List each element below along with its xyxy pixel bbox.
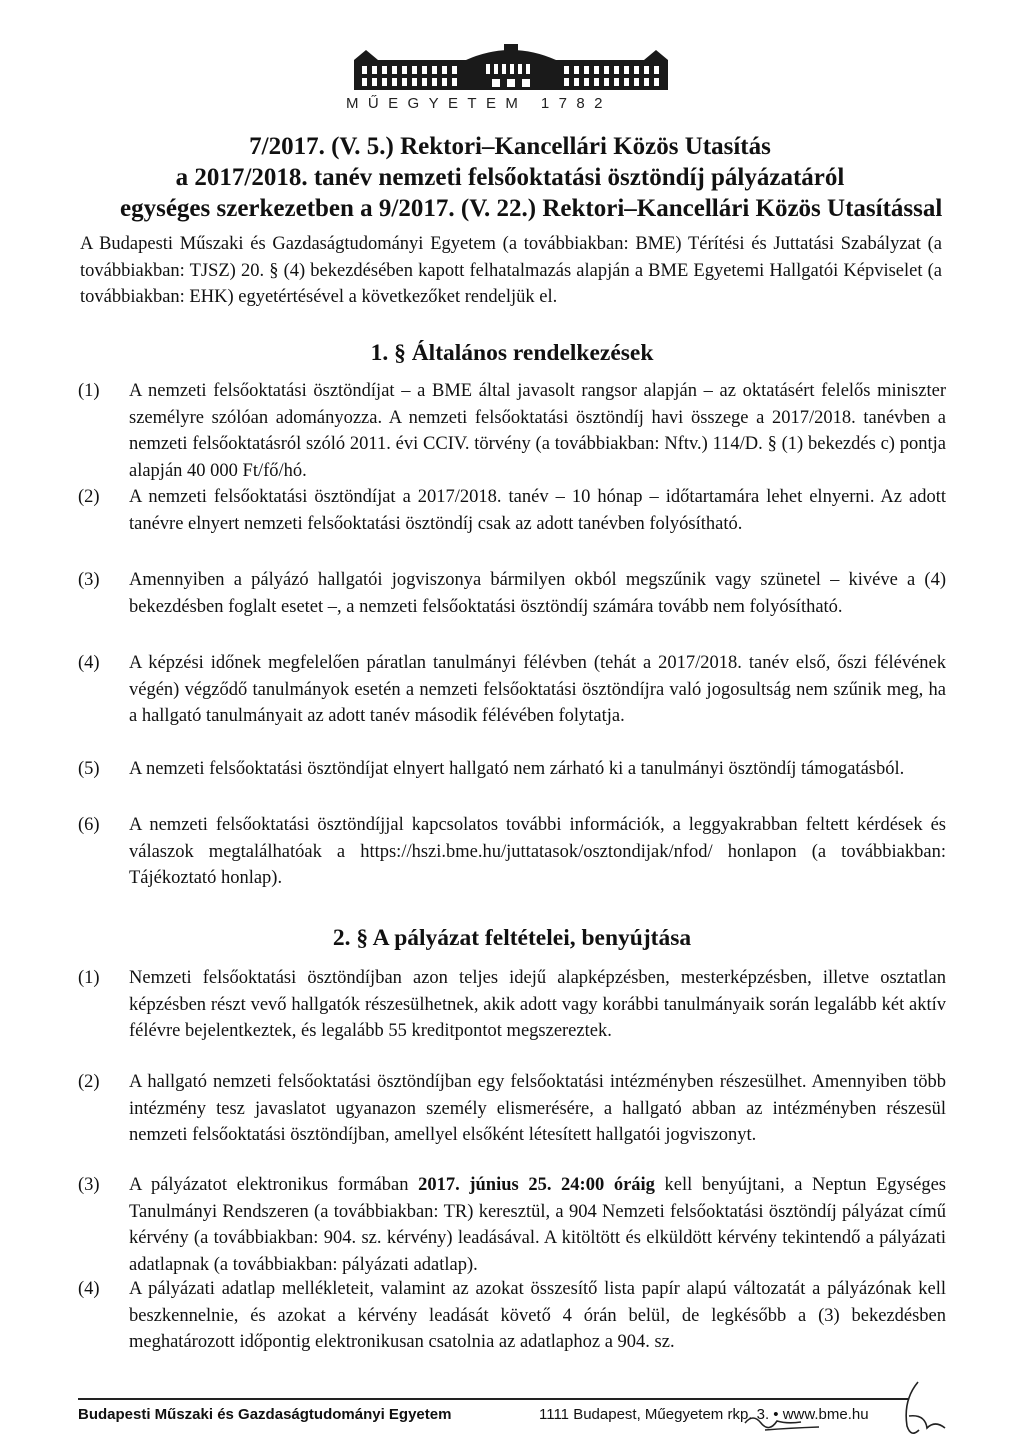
paragraph-number: (6) bbox=[78, 815, 100, 835]
building-emblem-icon bbox=[346, 44, 676, 94]
paragraph-text-pre: A pályázatot elektronikus formában bbox=[129, 1175, 419, 1195]
paragraph-number: (5) bbox=[78, 759, 100, 779]
paragraph-text: A nemzeti felsőoktatási ösztöndíjat a 2017/2018. tanév – 10 hónap – időtartamára lehet elnyerni. Az adott tanévre elnyert nemzeti felsőoktatási ösztöndíj csak az adott tanévben folyósítható. bbox=[129, 487, 946, 534]
paragraph-text: Amennyiben a pályázó hallgatói jogviszonya bármilyen okból megszűnik vagy szünetel – kivéve a (4) bekezdésben foglalt esetet –, a nemzeti felsőoktatási ösztöndíj számára tovább nem folyósítható. bbox=[129, 570, 946, 617]
paragraph-number: (3) bbox=[78, 1175, 100, 1195]
paragraph-text: A nemzeti felsőoktatási ösztöndíjjal kapcsolatos további információk, a leggyakrabban feltett kérdések és válaszok megtalálhatóak a https://hszi.bme.hu/juttatasok/osztondijak/nfod/ honlapon (a továbbiakban: Tájékoztató honlap). bbox=[129, 815, 946, 888]
section-2-paragraph-1 bbox=[78, 965, 946, 1045]
paragraph-number: (3) bbox=[78, 570, 100, 590]
paragraph-text-post: kell benyújtani, a Neptun Egységes Tanulmányi Rendszeren (a továbbiakban: TR) keresztül, a 904 Nemzeti felsőoktatási ösztöndíj pályázat című kérvény (a továbbiakban: 904. sz. kérvény) leadásával. A kitöltött és elküldött kérvény tekintendő a pályázati adatlapnak (a továbbiakban: pályázati adatlap). bbox=[129, 1175, 946, 1275]
section-2-title: 2. § A pályázat feltételei, benyújtása bbox=[332, 925, 692, 951]
title-line-3: egységes szerkezetben a 9/2017. (V. 22.) Rektori–Kancellári Közös Utasítással bbox=[120, 195, 943, 222]
deadline-text: 2017. június 25. 24:00 óráig bbox=[418, 1175, 655, 1195]
paragraph-text: A nemzeti felsőoktatási ösztöndíjat – a BME által javasolt rangsor alapján – az oktatásért felelős miniszter személyre szólóan adományozza. A nemzeti felsőoktatási ösztöndíj havi összege a 2017/2018. tanévben a nemzeti felsőoktatásról szóló 2011. évi CCIV. törvény (a továbbiakban: Nftv.) 114/D. § (1) bekezdés c) pontja alapján 40 000 Ft/fő/hó. bbox=[129, 381, 946, 481]
logo-text: MŰEGYETEM 1782 bbox=[346, 95, 612, 112]
section-1-paragraph-4 bbox=[78, 650, 946, 730]
section-1-paragraph-2 bbox=[78, 484, 946, 537]
paragraph-number: (4) bbox=[78, 1279, 100, 1299]
paragraph-text bbox=[129, 1172, 946, 1278]
section-1-paragraph-5 bbox=[78, 756, 946, 783]
paragraph-number: (4) bbox=[78, 653, 100, 673]
university-logo bbox=[346, 44, 676, 116]
paragraph-number: (2) bbox=[78, 1072, 100, 1092]
section-1-paragraph-3 bbox=[78, 567, 946, 620]
paragraph-text: A képzési időnek megfelelően páratlan tanulmányi félévben (tehát a 2017/2018. tanév első, őszi félévének végén) végződő tanulmányok esetén a nemzeti felsőoktatási ösztöndíjra való jogosultság nem szűnik meg, ha a hallgató tanulmányait az adott tanév második félévében folytatja. bbox=[129, 653, 946, 726]
page-footer bbox=[78, 1406, 908, 1430]
paragraph-number: (1) bbox=[78, 381, 100, 401]
intro-paragraph: A Budapesti Műszaki és Gazdaságtudományi Egyetem (a továbbiakban: BME) Térítési és Juttatási Szabályzat (a továbbiakban: TJSZ) 20. § (4) bekezdésében kapott felhatalmazás alapján a BME Egyetemi Hallgatói Képviselet (a továbbiakban: EHK) egyetértésével a következőket rendeljük el. bbox=[80, 234, 942, 307]
paragraph-number: (2) bbox=[78, 487, 100, 507]
footer-rule bbox=[78, 1398, 908, 1400]
paragraph-text: A hallgató nemzeti felsőoktatási ösztöndíjban egy felsőoktatási intézményben részesülhet. Amennyiben több intézmény tesz javaslatot ugyanazon személy elismerésére, a hallgató abban az intézményben részesül nemzeti felsőoktatási ösztöndíjban, amellyel elsőként létesített hallgatói jogviszonyt. bbox=[129, 1072, 946, 1145]
section-1-title: 1. § Általános rendelkezések bbox=[370, 340, 654, 366]
section-2-paragraph-2 bbox=[78, 1069, 946, 1149]
paragraph-text: A pályázati adatlap mellékleteit, valamint az azokat összesítő lista papír alapú változatát a pályázónak kell beszkennelnie, és azokat a kérvény leadását követő 4 órán belül, de legkésőbb a (3) bekezdésben meghatározott időpontig elektronikusan csatolnia az adatlaphoz a 904. sz. bbox=[129, 1279, 946, 1352]
paragraph-text: Nemzeti felsőoktatási ösztöndíjban azon teljes idejű alapképzésben, mesterképzésben, illetve osztatlan képzésben részt vevő hallgatók részesülhetnek, akik adott vagy korábbi tanulmányaik során legalább két aktív félévre bejelentkeztek, és legalább 55 kreditpontot megszereztek. bbox=[129, 968, 946, 1041]
section-1-paragraph-6 bbox=[78, 812, 946, 892]
paragraph-text: A nemzeti felsőoktatási ösztöndíjat elnyert hallgató nem zárható ki a tanulmányi ösztöndíj támogatásból. bbox=[129, 759, 905, 779]
document-title bbox=[120, 131, 943, 224]
paragraph-number: (1) bbox=[78, 968, 100, 988]
title-line-1: 7/2017. (V. 5.) Rektori–Kancellári Közös Utasítás bbox=[249, 133, 771, 160]
title-line-2: a 2017/2018. tanév nemzeti felsőoktatási ösztöndíj pályázatáról bbox=[175, 164, 845, 191]
footer-institution: Budapesti Műszaki és Gazdaságtudományi Egyetem bbox=[78, 1406, 452, 1423]
section-1-paragraph-1 bbox=[78, 378, 946, 484]
footer-address: 1111 Budapest, Műegyetem rkp. 3. • www.bme.hu bbox=[539, 1406, 869, 1423]
section-2-paragraph-3 bbox=[78, 1172, 946, 1278]
section-2-paragraph-4 bbox=[78, 1276, 946, 1356]
